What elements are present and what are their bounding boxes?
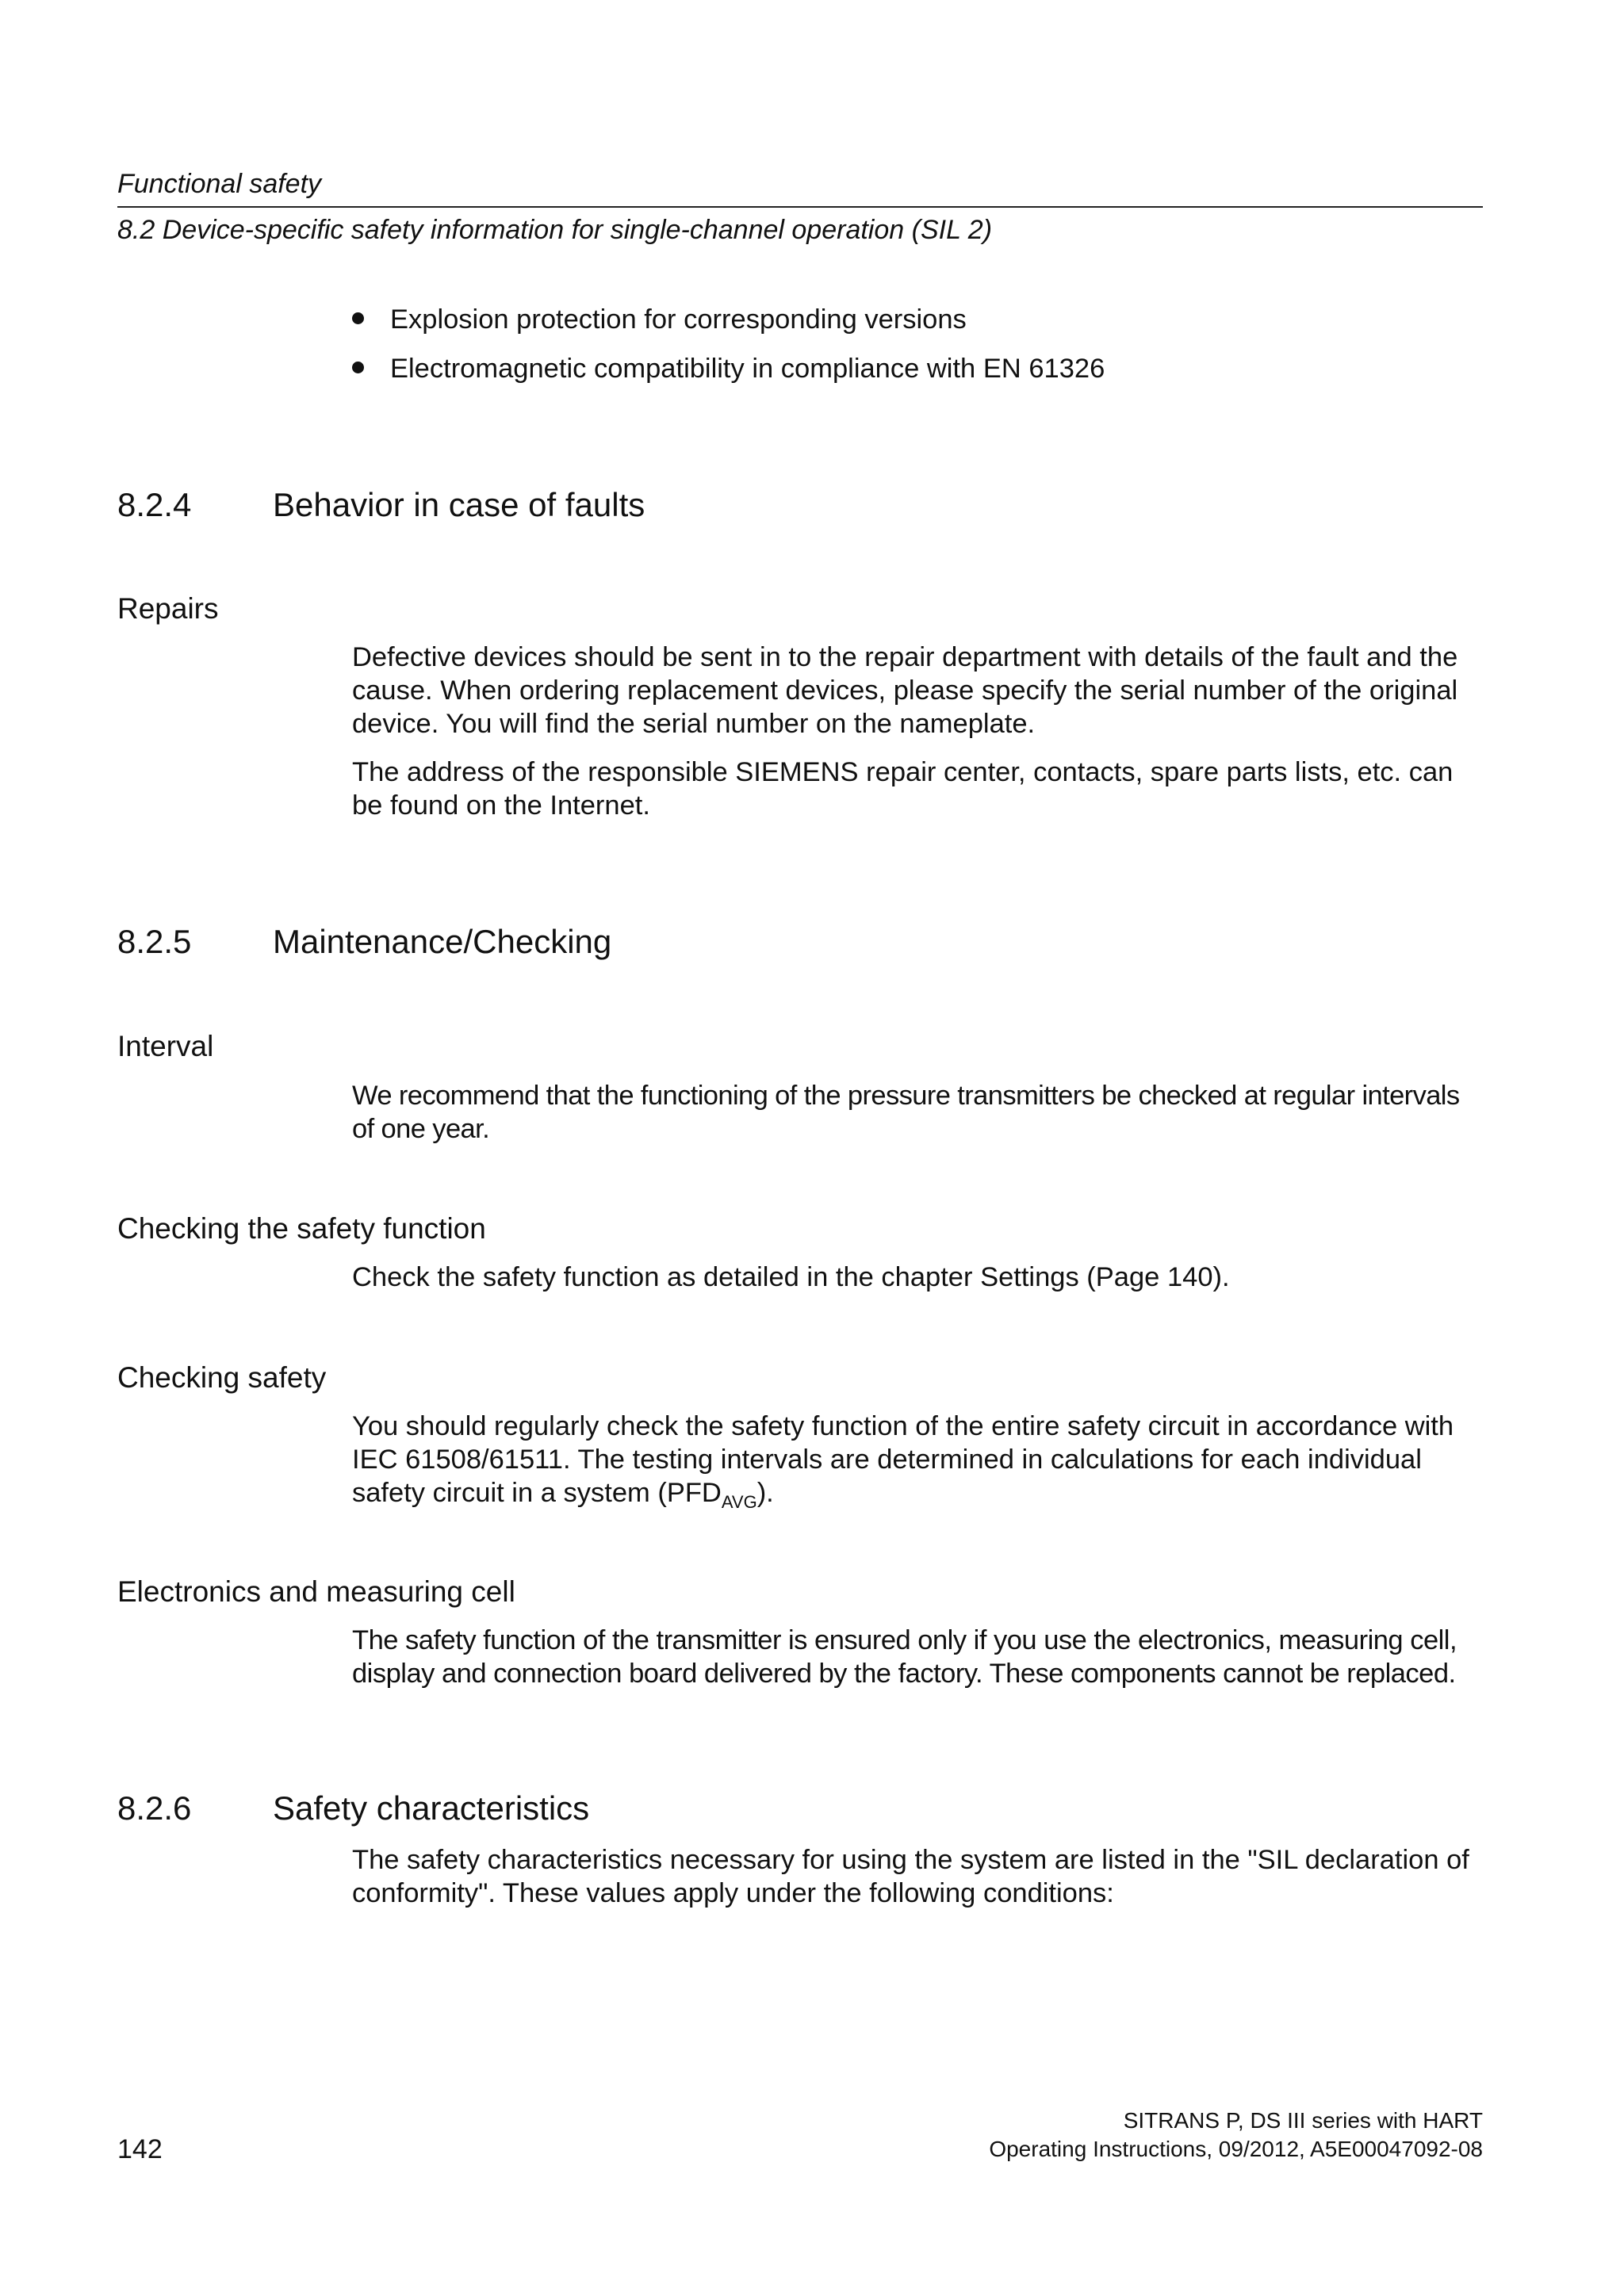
section-number-8-2-5: 8.2.5 bbox=[117, 923, 192, 960]
list-item-text: Electromagnetic compatibility in compliance with EN 61326 bbox=[390, 354, 1105, 384]
list-item-text: Explosion protection for corresponding versions bbox=[390, 304, 967, 335]
subheading-repairs: Repairs bbox=[117, 592, 219, 625]
page-number: 142 bbox=[117, 2134, 163, 2164]
footer-product: SITRANS P, DS III series with HART bbox=[1123, 2108, 1483, 2133]
section-title-8-2-6: Safety characteristics bbox=[273, 1789, 590, 1827]
checking-safety-text-end: ). bbox=[756, 1478, 774, 1508]
list-item bbox=[352, 352, 1486, 401]
safety-characteristics-paragraph: The safety characteristics necessary for using the system are listed in the "SIL declaration of conformity". These values apply under the following conditions: bbox=[352, 1845, 1469, 1908]
section-title-8-2-5: Maintenance/Checking bbox=[273, 923, 612, 960]
section-title-8-2-4: Behavior in case of faults bbox=[273, 486, 645, 523]
subheading-interval: Interval bbox=[117, 1030, 214, 1062]
checking-safety-text: You should regularly check the safety function of the entire safety circuit in accordance with IEC 61508/61511. The testing intervals are determined in calculations for each individual safety circuit in a system (PFD bbox=[352, 1411, 1454, 1508]
subheading-electronics: Electronics and measuring cell bbox=[117, 1575, 515, 1608]
repairs-paragraph-2: The address of the responsible SIEMENS repair center, contacts, spare parts lists, etc. can be found on the Internet. bbox=[352, 757, 1454, 821]
running-header-chapter: Functional safety bbox=[117, 169, 322, 199]
section-number-8-2-4: 8.2.4 bbox=[117, 486, 192, 523]
intro-bullet-list bbox=[352, 303, 1486, 401]
bullet-icon bbox=[352, 312, 364, 324]
running-header-section: 8.2 Device-specific safety information for single-channel operation (SIL 2) bbox=[117, 215, 993, 245]
checking-safety-paragraph bbox=[352, 1410, 1486, 1510]
footer-doc-info: Operating Instructions, 09/2012, A5E00047092-08 bbox=[989, 2137, 1483, 2161]
subheading-checking-safety: Checking safety bbox=[117, 1361, 327, 1394]
checking-safety-function-paragraph: Check the safety function as detailed in the chapter Settings (Page 140). bbox=[352, 1262, 1230, 1292]
header-divider bbox=[117, 206, 1483, 208]
electronics-paragraph: The safety function of the transmitter is ensured only if you use the electronics, measuring cell, display and connection board delivered by the factory. These components cannot be replaced. bbox=[352, 1625, 1457, 1689]
repairs-paragraph-1: Defective devices should be sent in to the repair department with details of the fault and the cause. When ordering replacement devices, please specify the serial number of the original device. You will find the serial number on the nameplate. bbox=[352, 642, 1458, 739]
subheading-checking-safety-function: Checking the safety function bbox=[117, 1212, 486, 1245]
pfd-subscript: AVG bbox=[721, 1492, 757, 1512]
interval-paragraph: We recommend that the functioning of the pressure transmitters be checked at regular intervals of one year. bbox=[352, 1081, 1460, 1144]
section-number-8-2-6: 8.2.6 bbox=[117, 1789, 192, 1827]
list-item bbox=[352, 303, 1486, 352]
bullet-icon bbox=[352, 362, 364, 373]
